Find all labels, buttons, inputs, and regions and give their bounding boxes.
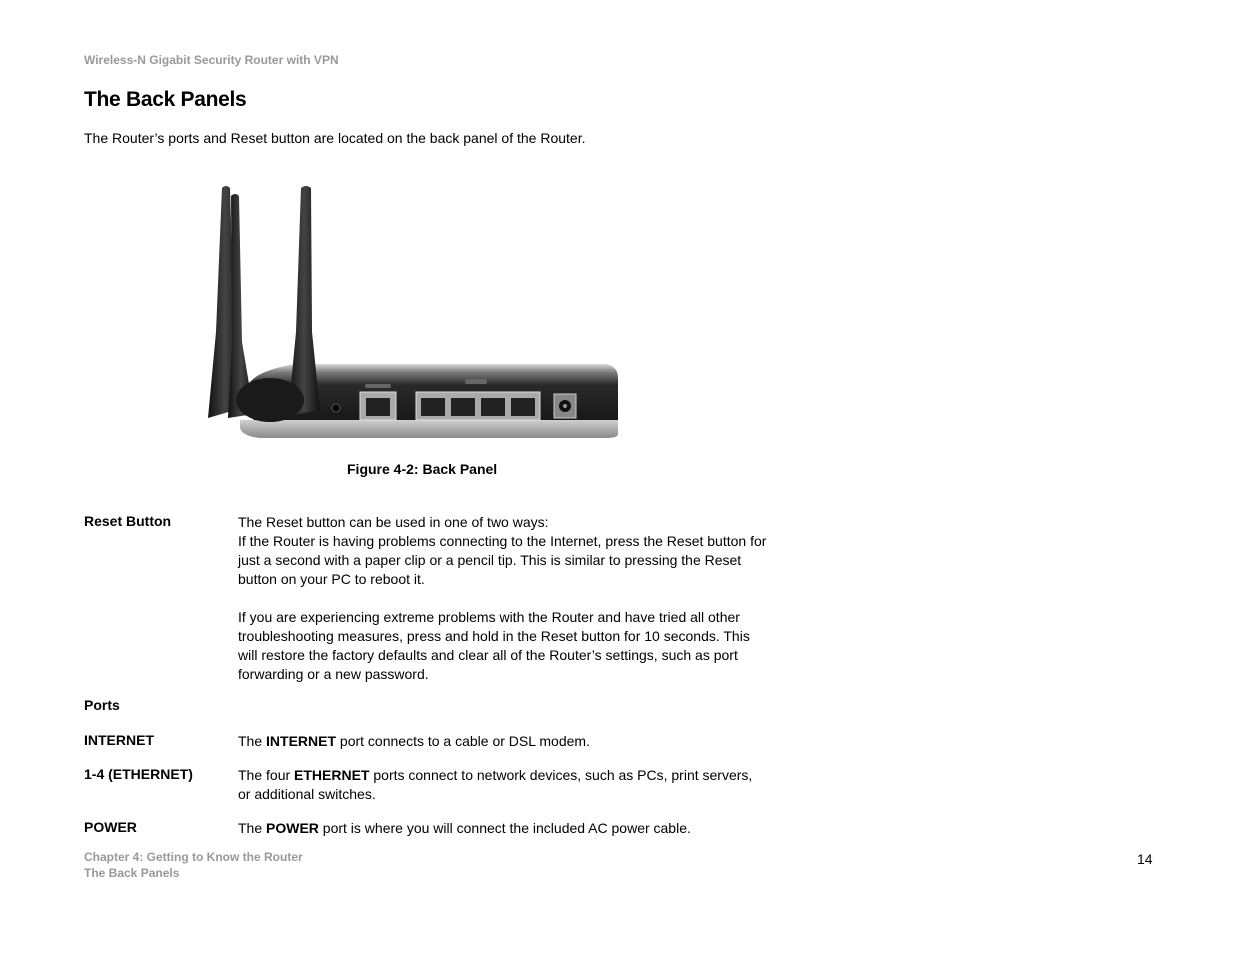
desc-power-bold: POWER (266, 820, 319, 836)
reset-paragraph-1: If the Router is having problems connecting to the Internet, press the Reset button for just a second with a paper clip or a pencil tip. This is similar to pressing the Reset button on your PC to reboot it. (238, 533, 767, 587)
desc-ethernet-bold: ETHERNET (294, 767, 370, 783)
term-power: POWER (84, 819, 137, 835)
router-illustration (200, 182, 625, 442)
footer-chapter: Chapter 4: Getting to Know the Router (84, 850, 303, 864)
desc-ethernet-pre: The four (238, 767, 295, 783)
desc-power-pre: The (238, 820, 267, 836)
desc-reset-button (238, 513, 768, 684)
desc-power-post: port is where you will connect the included AC power cable. (318, 820, 691, 836)
figure-caption: Figure 4-2: Back Panel (347, 461, 498, 477)
reset-intro-line: The Reset button can be used in one of two ways: (238, 514, 549, 530)
term-ports: Ports (84, 697, 120, 713)
page-number: 14 (1137, 851, 1153, 867)
desc-ethernet (238, 766, 768, 804)
term-internet: INTERNET (84, 732, 154, 748)
term-ethernet: 1-4 (ETHERNET) (84, 766, 193, 782)
desc-internet-post: port connects to a cable or DSL modem. (336, 733, 590, 749)
term-reset-button: Reset Button (84, 513, 172, 529)
running-header: Wireless-N Gigabit Security Router with VPN (84, 53, 339, 67)
desc-power (238, 819, 768, 838)
desc-internet-bold: INTERNET (266, 733, 337, 749)
reset-paragraph-2: If you are experiencing extreme problems with the Router and have tried all other troubleshooting measures, press and hold in the Reset button for 10 seconds. This will restore the factory defaults and clear all of the Router’s settings, such as port forwarding or a new password. (238, 609, 750, 682)
desc-internet (238, 732, 768, 751)
desc-ethernet-post: ports connect to network devices, such as PCs, print servers, or additional switches. (238, 767, 753, 802)
intro-paragraph: The Router’s ports and Reset button are located on the back panel of the Router. (84, 130, 586, 146)
footer-section: The Back Panels (84, 866, 180, 880)
section-title: The Back Panels (84, 88, 247, 111)
router-back-panel-figure (200, 182, 625, 442)
desc-internet-pre: The (238, 733, 267, 749)
